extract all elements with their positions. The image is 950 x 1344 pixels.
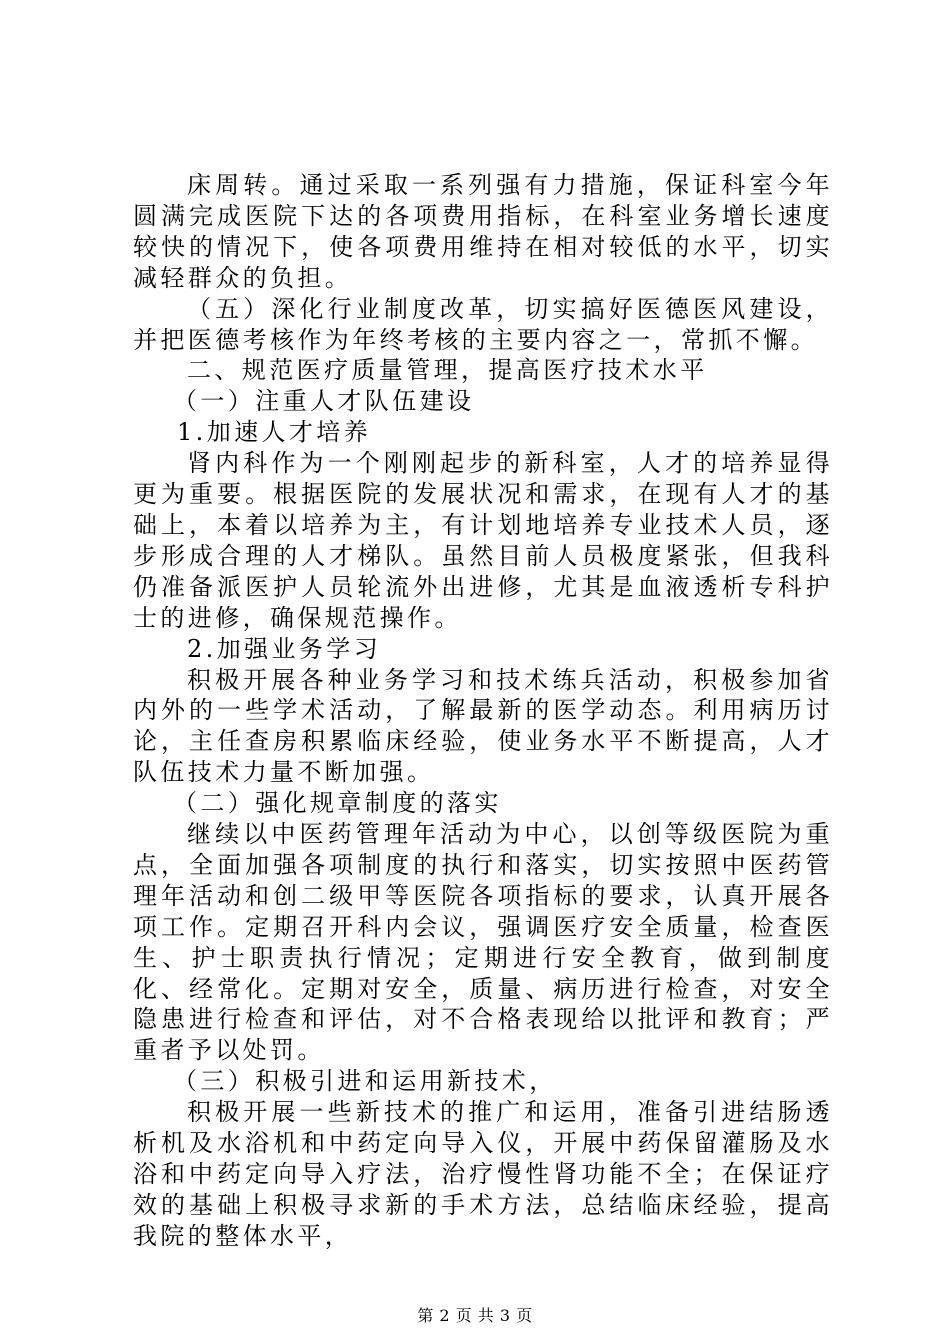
numbered-heading: 1.加速人才培养 bbox=[177, 418, 372, 447]
paragraph: 床周转。通过采取一系列强有力措施，保证科室今年圆满完成医院下达的各项费用指标，在科室业务增长速度较快的情况下，使各项费用维持在相对较低的水平，切实减轻群众的负担。 bbox=[133, 171, 833, 292]
page-number-footer: 第 2 页 共 3 页 bbox=[417, 1306, 533, 1325]
paragraph: 积极开展各种业务学习和技术练兵活动，积极参加省内外的一些学术活动，了解最新的医学动态。利用病历讨论，主任查房积累临床经验，使业务水平不断提高，人才队伍技术力量不断加强。 bbox=[133, 665, 833, 787]
subsection-heading: （二）强化规章制度的落实 bbox=[173, 789, 502, 818]
paragraph: （五）深化行业制度改革，切实搞好医德医风建设，并把医德考核作为年终考核的主要内容之一，常抓不懈。 bbox=[133, 294, 833, 354]
paragraph: 继续以中医药管理年活动为中心，以创等级医院为重点，全面加强各项制度的执行和落实，切实按照中医药管理年活动和创二级甲等医院各项指标的要求，认真开展各项工作。定期召开科内会议，强调医疗安全质量，检查医生、护士职责执行情况；定期进行安全教育，做到制度化、经常化。定期对安全，质量、病历进行检查，对安全隐患进行检查和评估，对不合格表现给以批评和教育；严重者予以处罚。 bbox=[133, 820, 833, 1065]
paragraph: 肾内科作为一个刚刚起步的新科室，人才的培养显得更为重要。根据医院的发展状况和需求，在现有人才的基础上，本着以培养为主，有计划地培养专业技术人员，逐步形成合理的人才梯队。虽然目前人员极度紧张，但我科仍准备派医护人员轮流外出进修，尤其是血液透析专科护士的进修，确保规范操作。 bbox=[133, 449, 833, 632]
subsection-heading: （一）注重人才队伍建设 bbox=[173, 387, 475, 416]
paragraph: 积极开展一些新技术的推广和运用，准备引进结肠透析机及水浴机和中药定向导入仪，开展中药保留灌肠及水浴和中药定向导入疗法，治疗慢性肾功能不全；在保证疗效的基础上积极寻求新的手术方法，总结临床经验，提高我院的整体水平， bbox=[133, 1098, 833, 1250]
numbered-heading: 2.加强业务学习 bbox=[187, 634, 382, 663]
subsection-heading: （三）积极引进和运用新技术， bbox=[173, 1067, 557, 1096]
document-body bbox=[133, 170, 833, 1252]
section-heading: 二、规范医疗质量管理，提高医疗技术水平 bbox=[187, 356, 708, 385]
